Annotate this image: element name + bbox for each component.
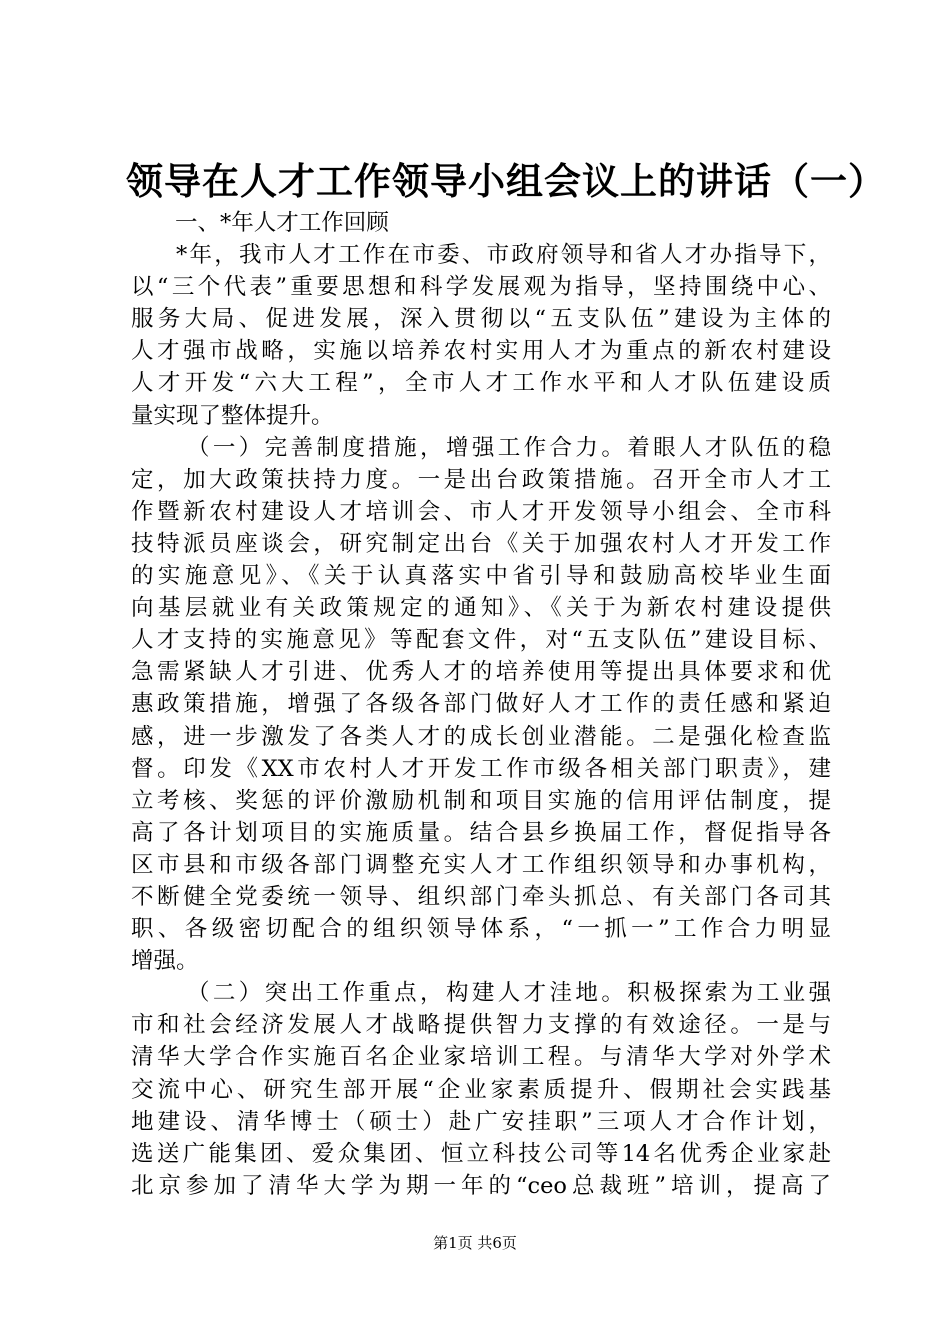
paragraph-line: （二）突出工作重点，构建人才洼地。积极探索为工业强 — [187, 980, 831, 1007]
paragraph-line: 人才支持的实施意见》等配套文件，对“五支队伍”建设目标、 — [131, 627, 831, 654]
paragraph-line: 感，进一步激发了各类人才的成长创业潜能。二是强化检查监 — [131, 723, 831, 750]
paragraph-line: 人才开发“六大工程”，全市人才工作水平和人才队伍建设质 — [131, 370, 831, 397]
paragraph-line: 急需紧缺人才引进、优秀人才的培养使用等提出具体要求和优 — [131, 659, 831, 686]
document-body — [131, 207, 831, 1202]
paragraph-line: 定，加大政策扶持力度。一是出台政策措施。召开全市人才工 — [131, 466, 831, 493]
paragraph-line: 立考核、奖惩的评价激励机制和项目实施的信用评估制度，提 — [131, 787, 831, 814]
document-title: 领导在人才工作领导小组会议上的讲话（一） — [126, 159, 886, 203]
paragraph-line: 区市县和市级各部门调整充实人才工作组织领导和办事机构， — [131, 851, 831, 878]
paragraph-line: *年，我市人才工作在市委、市政府领导和省人才办指导下， — [176, 242, 831, 269]
paragraph-line: 的实施意见》、《关于认真落实中省引导和鼓励高校毕业生面 — [131, 563, 831, 590]
paragraph-line: （一）完善制度措施，增强工作合力。着眼人才队伍的稳 — [187, 434, 831, 461]
paragraph-line: 向基层就业有关政策规定的通知》、《关于为新农村建设提供 — [131, 595, 831, 622]
paragraph-line: 服务大局、促进发展，深入贯彻以“五支队伍”建设为主体的 — [131, 306, 831, 333]
paragraph-line: 高了各计划项目的实施质量。结合县乡换届工作，督促指导各 — [131, 819, 831, 846]
paragraph-line: 职、各级密切配合的组织领导体系，“一抓一”工作合力明显 — [131, 916, 831, 943]
paragraph-line: 市和社会经济发展人才战略提供智力支撑的有效途径。一是与 — [131, 1012, 831, 1039]
paragraph-line: 北京参加了清华大学为期一年的“ceo总裁班”培训，提高了 — [131, 1172, 831, 1199]
page-number: 第1页 共6页 — [433, 1234, 517, 1252]
paragraph-line: 惠政策措施，增强了各级各部门做好人才工作的责任感和紧迫 — [131, 691, 831, 718]
paragraph-line: 增强。 — [131, 948, 199, 975]
paragraph-line: 督。印发《XX市农村人才开发工作市级各相关部门职责》，建 — [131, 755, 831, 782]
paragraph-line: 地建设、清华博士（硕士）赴广安挂职”三项人才合作计划， — [131, 1108, 831, 1135]
paragraph-line: 以“三个代表”重要思想和科学发展观为指导，坚持围绕中心、 — [131, 274, 831, 301]
paragraph-line: 清华大学合作实施百名企业家培训工程。与清华大学对外学术 — [131, 1044, 831, 1071]
paragraph-line: 人才强市战略，实施以培养农村实用人才为重点的新农村建设 — [131, 338, 831, 365]
paragraph-line: 作暨新农村建设人才培训会、市人才开发领导小组会、全市科 — [131, 498, 831, 525]
paragraph-line: 不断健全党委统一领导、组织部门牵头抓总、有关部门各司其 — [131, 883, 831, 910]
paragraph-line: 量实现了整体提升。 — [131, 402, 334, 429]
paragraph-line: 交流中心、研究生部开展“企业家素质提升、假期社会实践基 — [131, 1076, 831, 1103]
paragraph-line: 选送广能集团、爱众集团、恒立科技公司等14名优秀企业家赴 — [131, 1140, 831, 1167]
section-heading: 一、*年人才工作回顾 — [175, 210, 389, 236]
paragraph-line: 技特派员座谈会，研究制定出台《关于加强农村人才开发工作 — [131, 530, 831, 557]
